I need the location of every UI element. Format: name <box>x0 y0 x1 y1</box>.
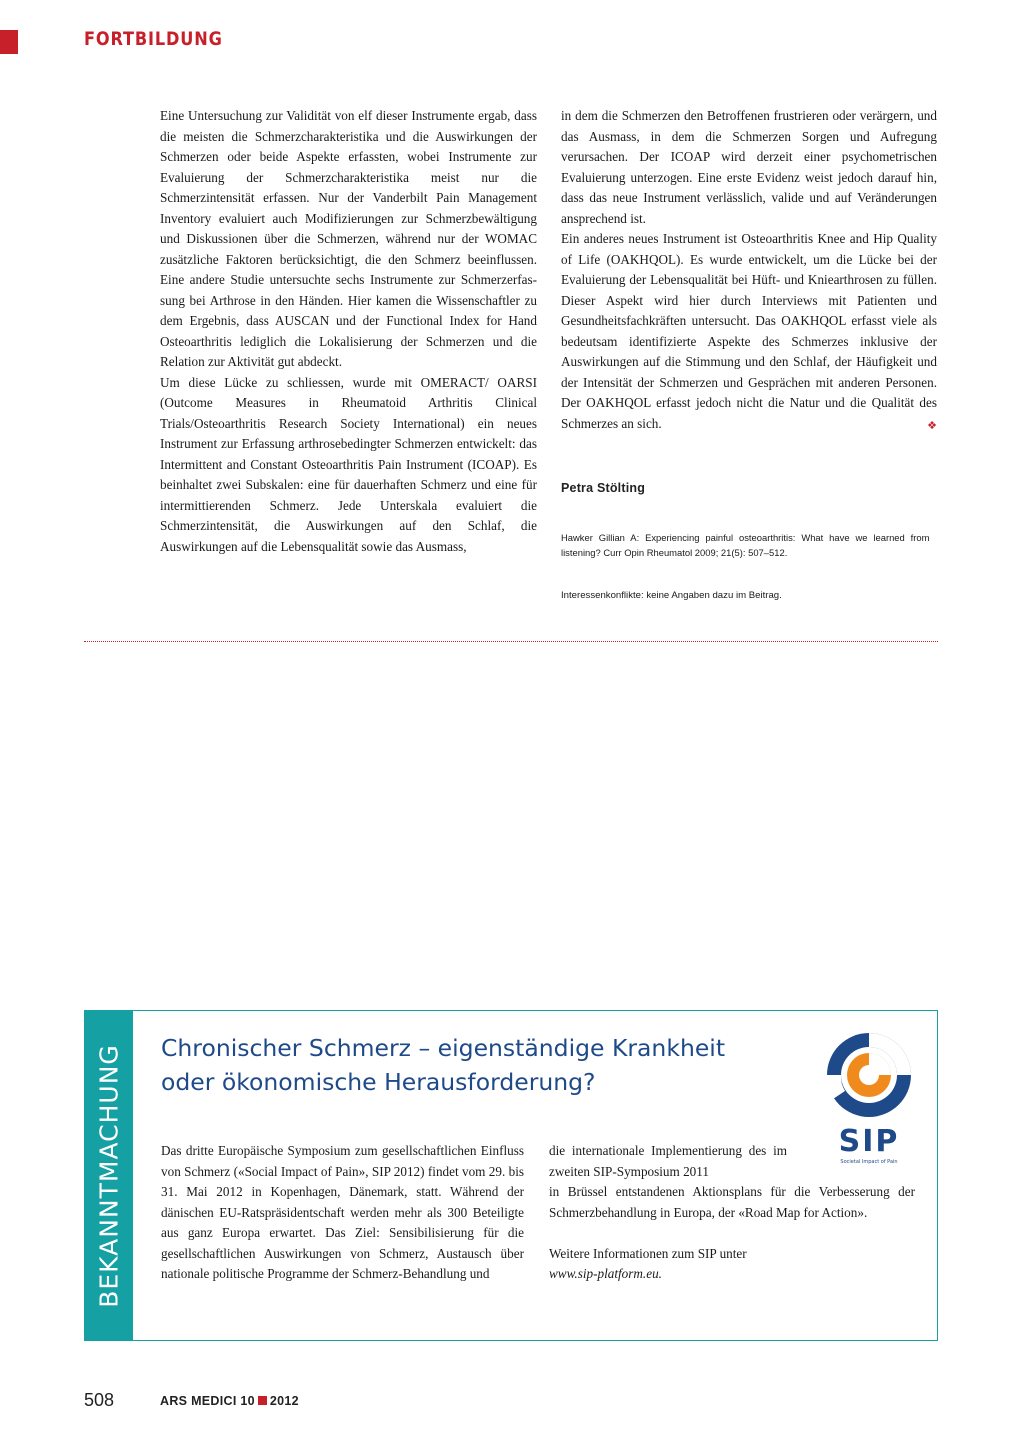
end-mark-icon: ❖ <box>927 418 937 432</box>
article-paragraph: Um diese Lücke zu schliessen, wurde mit OMERACT/ OARSI (Outcome Measures in Rheumatoid Arthritis Clinical Trials/Osteoarthritis Research Society International) ein neues Instrument zur Erfassung arthrosebedingter Schmerzen entwickelt: das Intermittent and Constant Osteoarthritis Pain Instrument (ICOAP). Es beinhaltet zwei Subskalen: eine für dauerhaften Schmerz und eine für intermittierenden Schmerz. Jede Unterskala evaluiert die Schmerzintensität, die Auswirkungen auf den Schlaf, die Auswirkungen auf die Lebensqualität sowie das Ausmass, <box>160 374 537 554</box>
article-paragraph: Eine Untersuchung zur Validität von elf dieser Instrumente ergab, dass die meisten die Schmerzcharakteristika und die Auswirkungen der Schmerzen oder beide Aspekte erfassten, wobei Instrumente zur Evaluierung der Schmerzcharakteristika meist nur die Schmerzintensität erfassen. Nur der Vanderbilt Pain Management Inventory evaluiert auch Modifizierungen zur Schmerzbewältigung und Diskussionen über die Schmerzen, während nur der WOMAC zusätzliche Faktoren berücksichtigt, die den Schmerz beeinflussen. Eine andere Studie untersuchte sechs Instrumente zur Schmerzerfassung bei Arthrose in den Händen. Hier kamen die Wissenschaftler zu dem Ergebnis, dass AUSCAN und der Functional Index for Hand Osteoarthritis lediglich die Lokalisierung der Schmerzen und die Relation zur Aktivität gut abdeckt. <box>160 108 537 369</box>
article-reference: Hawker Gillian A: Experiencing painful osteoarthritis: What have we learned from listening? Curr Opin Rheumatol 2009; 21(5): 507–512. <box>561 533 930 559</box>
sip-logo-text: SIP <box>838 1124 900 1159</box>
announcement-left-column <box>161 1141 524 1285</box>
sip-website-link[interactable]: www.sip-platform.eu. <box>549 1266 662 1281</box>
announcement-heading-line2: oder ökonomische Herausforderung? <box>161 1068 596 1096</box>
announcement-side-label: BEKANNTMACHUNG <box>94 1043 124 1308</box>
announcement-side-bar <box>85 1011 133 1340</box>
announcement-heading-line1: Chronischer Schmerz – eigenständige Krankheit <box>161 1034 726 1062</box>
announcement-info-text: Weitere Informationen zum SIP unter <box>549 1245 747 1261</box>
article-left-column <box>160 106 537 557</box>
section-color-tab <box>0 30 18 54</box>
article-paragraph <box>561 229 937 434</box>
article-paragraph-text: Ein anderes neues Instrument ist Osteoarthritis Knee and Hip Quality of Life (OAKHQOL). Es wurde entwickelt, um die Lücke bei der Evaluierung der Lebensqualität bei Hüft- und Kniearthrosen zu füllen. Dieser Aspekt wird hier durch Interviews mit Patienten und Gesundheitsfachkräften untersucht. Das OAKHQOL erfasst viele als bedeutsam identifizierte Aspekte des Schmerzes inklusive der Auswirkungen auf die Stimmung und den Schlaf, der Häufigkeit und der Intensität der Schmerzen und Gesprächen mit anderen Personen. Der OAKHQOL erfasst jedoch nicht die Natur und die Qualität des Schmerzes an sich. <box>561 231 937 431</box>
announcement-paragraph-narrow: die internationale Implementierung des im zweiten SIP-Symposium 2011 <box>549 1143 787 1179</box>
article-author: Petra Stölting <box>561 481 646 495</box>
footer-square-icon <box>258 1396 267 1405</box>
announcement-paragraph: in Brüssel entstandenen Aktionsplans für die Verbesserung der Schmerzbehandlung in Europa, der «Road Map for Action». <box>549 1184 915 1220</box>
journal-footer <box>160 1394 299 1408</box>
article-right-column <box>561 106 937 436</box>
journal-name: ARS MEDICI 10 <box>160 1394 255 1408</box>
article-paragraph: in dem die Schmerzen den Betroffenen frustrieren oder verärgern, und das Ausmass, in dem die Schmerzen Sorgen und Aufregung verursachen. Der ICOAP wird derzeit einer psychometrischen Evaluierung unterzogen. Eine erste Evidenz weist jedoch darauf hin, dass das neue Instrument verlässlich, valide und auf Veränderungen ansprechend ist. <box>561 108 937 226</box>
announcement-heading <box>161 1031 781 1099</box>
announcement-paragraph: Das dritte Europäische Symposium zum gesellschaftlichen Einfluss von Schmerz («Social Impact of Pain», SIP 2012) findet vom 29. bis 31. Mai 2012 in Kopenhagen, Dänemark, statt. Während der dänischen EU-Ratspräsidentschaft werden mehr als 300 Beteiligte aus ganz Europa erwartet. Das Ziel: Sensibilisierung für die gesellschaftlichen Auswirkungen von Schmerz, Austausch über nationale politische Programme der Schmerz-Behandlung und <box>161 1143 524 1281</box>
sip-logo-graphic <box>823 1029 915 1125</box>
sip-logo-subtitle: Societal Impact of Pain <box>840 1159 898 1165</box>
conflicts-of-interest: Interessenkonflikte: keine Angaben dazu im Beitrag. <box>561 590 782 601</box>
page-number: 508 <box>84 1390 115 1410</box>
announcement-box <box>84 1010 938 1341</box>
announcement-right-column <box>549 1141 915 1285</box>
section-divider <box>84 641 938 642</box>
journal-year: 2012 <box>269 1394 299 1408</box>
section-title: FORTBILDUNG <box>84 28 223 50</box>
